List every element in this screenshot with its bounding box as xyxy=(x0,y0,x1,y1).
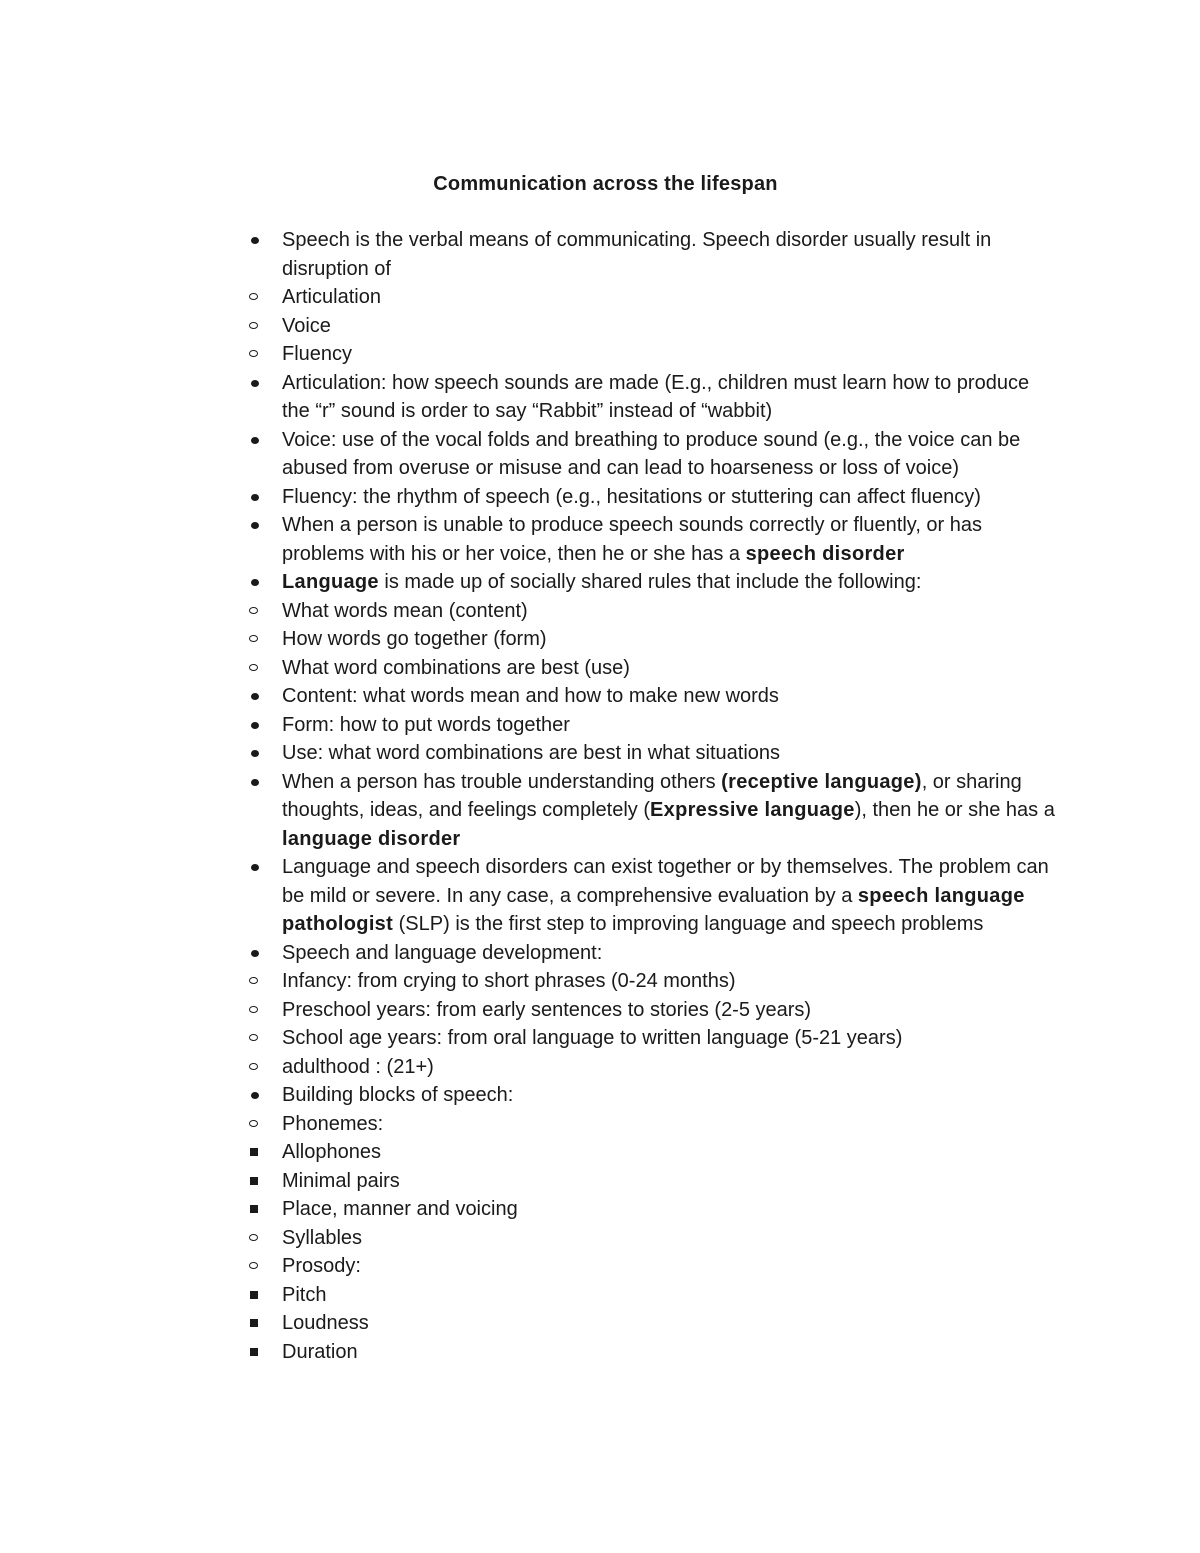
text-segment: adulthood : (21+) xyxy=(282,1055,434,1078)
list-item-text xyxy=(282,1227,362,1249)
list-item-text xyxy=(282,1284,326,1306)
sub-list-item xyxy=(282,1224,1062,1253)
list-item-text xyxy=(282,942,602,964)
sub-sub-list-item xyxy=(282,1281,1062,1310)
list-item xyxy=(282,568,1062,682)
text-segment: Content: what words mean and how to make new words xyxy=(282,685,779,707)
text-segment: When a person has trouble understanding others xyxy=(282,770,722,793)
list-item-text xyxy=(282,970,736,992)
sub-list-item xyxy=(282,996,1062,1025)
text-segment: (SLP) is the first step to improving language and speech problems xyxy=(393,913,984,935)
list-item xyxy=(282,1081,1062,1366)
list-item-text xyxy=(282,429,1020,480)
list-item xyxy=(282,853,1062,939)
sub-list-item xyxy=(282,1110,1062,1224)
list-item-text xyxy=(282,372,1029,423)
list-item xyxy=(282,226,1062,369)
text-segment: How words go together (form) xyxy=(282,628,547,650)
list-item xyxy=(282,939,1062,1082)
list-item-text xyxy=(282,1198,518,1220)
bold-term: speech language pathologist xyxy=(282,884,1025,935)
text-segment: What word combinations are best (use) xyxy=(282,656,630,679)
list-item-text xyxy=(282,742,780,764)
text-segment: Fluency xyxy=(282,343,353,365)
text-segment: Form: how to put words together xyxy=(282,713,570,736)
list-item xyxy=(282,711,1062,740)
list-item-text xyxy=(282,229,991,280)
list-item-text xyxy=(282,1141,381,1163)
sub-sub-list-item xyxy=(282,1309,1062,1338)
list-item-text xyxy=(282,1312,369,1334)
text-segment: Language and speech disorders can exist together or by themselves. The problem can be mild or severe. In any case, a comprehensive evaluation by a xyxy=(282,856,1049,907)
list-item-text xyxy=(282,315,331,337)
text-segment: , or sharing thoughts, ideas, and feelings completely ( xyxy=(282,770,1022,821)
text-segment: Voice: use of the vocal folds and breathing to produce sound (e.g., the voice can be abused from overuse or misuse and can lead to hoarseness or loss of voice) xyxy=(282,428,1021,479)
sub-list-item xyxy=(282,597,1062,626)
sub-list-item xyxy=(282,1252,1062,1366)
text-segment: Fluency: the rhythm of speech (e.g., hesitations or stuttering can affect fluency) xyxy=(282,485,981,508)
bullet-list xyxy=(282,226,1062,1366)
list-item-text xyxy=(282,685,779,707)
sub-list-item xyxy=(282,654,1062,683)
text-segment: Allophones xyxy=(282,1141,381,1163)
sub-list-item xyxy=(282,967,1062,996)
list-item-text xyxy=(282,1084,513,1106)
list-item xyxy=(282,511,1062,568)
nested-list xyxy=(282,1110,1062,1367)
text-segment: is made up of socially shared rules that include the following: xyxy=(378,571,922,593)
list-item-text xyxy=(282,1255,361,1277)
list-item-text xyxy=(282,1170,400,1192)
list-item-text xyxy=(282,714,570,736)
list-item-text xyxy=(282,771,1055,850)
text-segment: Loudness xyxy=(282,1312,369,1334)
list-item-text xyxy=(282,1056,434,1078)
list-item xyxy=(282,483,1062,512)
text-segment: ), then he or she has a xyxy=(854,799,1055,821)
nested-list xyxy=(282,1281,1062,1367)
list-item-text xyxy=(282,1113,383,1135)
text-segment: Articulation: how speech sounds are made (E.g., children must learn how to produce the “r” sound is order to say “Rabbit” instead of “wabbit) xyxy=(282,371,1030,422)
list-item-text xyxy=(282,999,811,1021)
bold-term: Expressive language xyxy=(650,799,855,821)
list-item xyxy=(282,369,1062,426)
text-segment: Prosody: xyxy=(282,1255,361,1277)
sub-list-item xyxy=(282,283,1062,312)
page-title: Communication across the lifespan xyxy=(433,173,778,195)
list-item-text xyxy=(282,1027,902,1049)
list-item xyxy=(282,426,1062,483)
bold-term: language disorder xyxy=(282,827,461,850)
text-segment: Syllables xyxy=(282,1226,363,1249)
nested-list xyxy=(282,283,1062,369)
nested-list xyxy=(282,967,1062,1081)
list-item-text xyxy=(282,286,381,308)
text-segment: Building blocks of speech: xyxy=(282,1084,514,1106)
sub-sub-list-item xyxy=(282,1338,1062,1367)
text-segment: Duration xyxy=(282,1340,358,1363)
sub-list-item xyxy=(282,340,1062,369)
bold-term: Language xyxy=(282,571,379,593)
text-segment: Voice xyxy=(282,314,331,337)
sub-list-item xyxy=(282,312,1062,341)
list-item-text xyxy=(282,657,630,679)
text-segment: When a person is unable to produce speech sounds correctly or fluently, or has problems with his or her voice, then he or she has a xyxy=(282,514,983,565)
text-segment: Place, manner and voicing xyxy=(282,1198,518,1220)
text-segment: What words mean (content) xyxy=(282,599,528,622)
bold-term: speech disorder xyxy=(745,542,905,565)
sub-list-item xyxy=(282,625,1062,654)
list-item-text xyxy=(282,600,528,622)
bold-term: (receptive language) xyxy=(721,770,922,793)
text-segment: Minimal pairs xyxy=(282,1169,400,1192)
text-segment: Phonemes: xyxy=(282,1112,384,1135)
sub-sub-list-item xyxy=(282,1167,1062,1196)
text-segment: Use: what word combinations are best in what situations xyxy=(282,742,781,764)
list-item xyxy=(282,682,1062,711)
text-segment: School age years: from oral language to written language (5-21 years) xyxy=(282,1027,903,1049)
list-item xyxy=(282,739,1062,768)
list-item-text xyxy=(282,486,981,508)
nested-list xyxy=(282,1138,1062,1224)
sub-list-item xyxy=(282,1053,1062,1082)
list-item-text xyxy=(282,343,352,365)
list-item-text xyxy=(282,571,921,593)
sub-list-item xyxy=(282,1024,1062,1053)
list-item xyxy=(282,768,1062,854)
list-item-text xyxy=(282,628,547,650)
text-segment: Pitch xyxy=(282,1283,327,1306)
text-segment: Speech and language development: xyxy=(282,941,603,964)
text-segment: Infancy: from crying to short phrases (0-24 months) xyxy=(282,970,736,992)
nested-list xyxy=(282,597,1062,683)
text-segment: Articulation xyxy=(282,286,381,308)
text-segment: Preschool years: from early sentences to stories (2-5 years) xyxy=(282,998,812,1021)
list-item-text xyxy=(282,856,1049,935)
list-item-text xyxy=(282,1341,358,1363)
sub-sub-list-item xyxy=(282,1138,1062,1167)
text-segment: Speech is the verbal means of communicating. Speech disorder usually result in disruption of xyxy=(282,229,992,280)
sub-sub-list-item xyxy=(282,1195,1062,1224)
list-item-text xyxy=(282,514,982,565)
